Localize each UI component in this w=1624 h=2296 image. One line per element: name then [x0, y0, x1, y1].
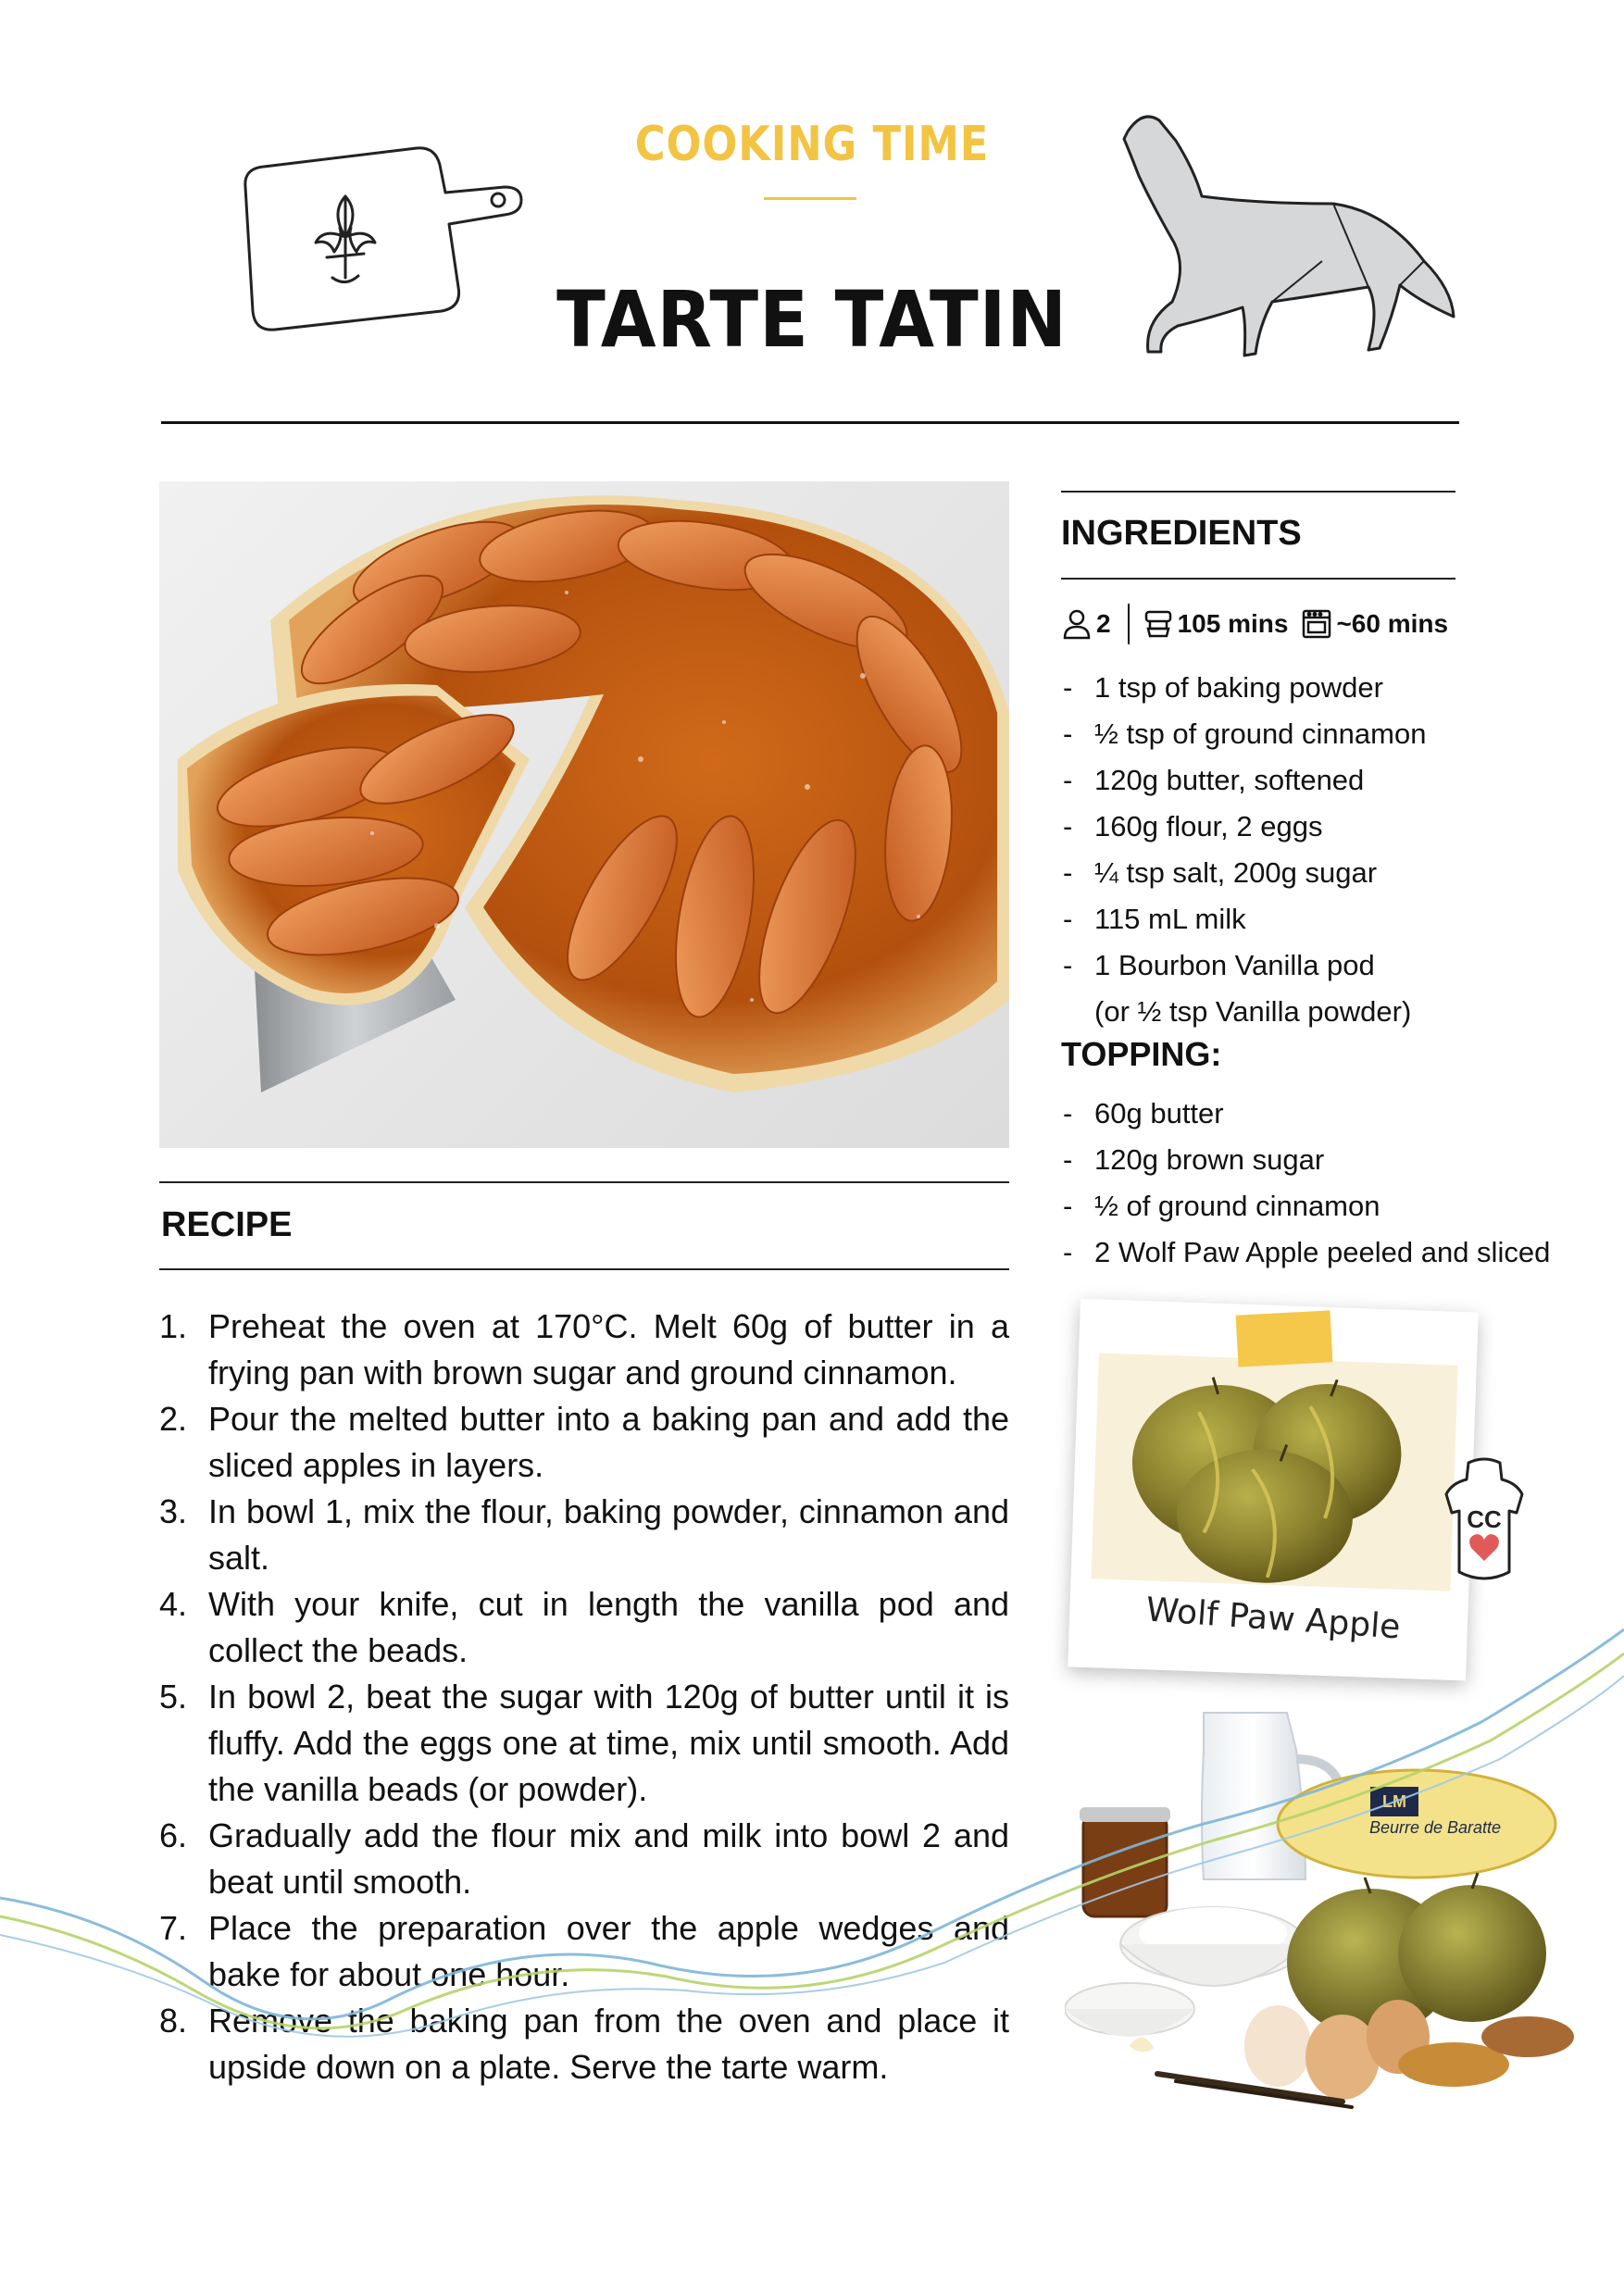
topping-list	[1063, 1091, 1618, 1276]
apple-photo	[1092, 1353, 1458, 1591]
recipe-bottom-rule	[159, 1268, 1009, 1270]
ingredient-item: - 160g flour, 2 eggs	[1063, 810, 1323, 842]
butter-brand: LM	[1382, 1792, 1406, 1811]
step-number: 8.	[159, 2002, 188, 2040]
recipe-step	[159, 1489, 1009, 1581]
tape-strip	[1236, 1310, 1333, 1366]
recipe-meta	[1061, 602, 1461, 646]
ingredient-item-note: (or ½ tsp Vanilla powder)	[1094, 995, 1412, 1028]
header-divider	[161, 421, 1459, 424]
ingredient-item: - 1 Bourbon Vanilla pod	[1063, 949, 1375, 981]
topping-item: - ½ of ground cinnamon	[1063, 1190, 1380, 1222]
polaroid-caption: Wolf Paw Apple	[1144, 1591, 1402, 1647]
meta-separator	[1128, 604, 1130, 644]
butter-name: Beurre de Baratte	[1368, 1818, 1502, 1837]
step-text: With your knife, cut in length the vanilla pod and collect the beads.	[208, 1585, 1009, 1669]
recipe-step	[159, 1396, 1009, 1489]
step-text: Place the preparation over the apple wedges and bake for about one hour.	[208, 1909, 1009, 1993]
page-subtitle: COOKING TIME	[634, 117, 990, 172]
servings-value: 2	[1096, 609, 1111, 638]
mixer-icon	[1143, 608, 1174, 640]
step-number: 2.	[159, 1400, 188, 1438]
ingredient-item: - ½ tsp of ground cinnamon	[1063, 718, 1427, 750]
step-text: Preheat the oven at 170°C. Melt 60g of butter in a frying pan with brown sugar and ground cinnamon.	[208, 1307, 1009, 1391]
cook-time-value: ~60 mins	[1336, 609, 1449, 638]
recipe-step	[159, 1304, 1009, 1396]
ingredients-list	[1063, 665, 1618, 1035]
oven-icon	[1301, 608, 1332, 640]
step-number: 7.	[159, 1909, 188, 1947]
ingredients-heading: INGREDIENTS	[1061, 514, 1302, 553]
person-icon	[1061, 608, 1093, 640]
tarte-tatin-photo	[159, 481, 1009, 1148]
step-text: Pour the melted butter into a baking pan and add the sliced apples in layers.	[208, 1400, 1009, 1484]
step-number: 3.	[159, 1492, 188, 1530]
recipe-top-rule	[159, 1181, 1009, 1183]
apron-text: CC	[1467, 1505, 1502, 1533]
topping-heading: TOPPING:	[1061, 1035, 1222, 1073]
subtitle-underline	[764, 197, 856, 200]
page-title: TARTE TATIN	[556, 274, 1068, 365]
wave-decoration	[0, 1611, 1624, 2129]
step-text: Gradually add the flour mix and milk into bowl 2 and beat until smooth.	[208, 1816, 1009, 1901]
step-text: In bowl 2, beat the sugar with 120g of butter until it is fluffy. Add the eggs one at time, mix until smooth. Add the vanilla beads (or powder).	[208, 1678, 1009, 1808]
step-text: Remove the baking pan from the oven and place it upside down on a plate. Serve the tarte warm.	[208, 2002, 1009, 2086]
step-number: 6.	[159, 1816, 188, 1854]
apron-icon	[1443, 1457, 1526, 1587]
ingredients-bottom-rule	[1061, 578, 1455, 580]
step-number: 5.	[159, 1678, 188, 1716]
topping-item: - 60g butter	[1063, 1097, 1224, 1129]
step-text: In bowl 1, mix the flour, baking powder, cinnamon and salt.	[208, 1492, 1009, 1577]
ingredients-top-rule	[1061, 491, 1455, 493]
ingredient-item: - ¼ tsp salt, 200g sugar	[1063, 856, 1378, 889]
ingredient-item: - 115 mL milk	[1063, 903, 1246, 935]
recipe-heading: RECIPE	[161, 1205, 293, 1244]
step-number: 4.	[159, 1585, 188, 1623]
ingredient-item: - 120g butter, softened	[1063, 764, 1365, 796]
step-number: 1.	[159, 1307, 188, 1345]
topping-item: - 2 Wolf Paw Apple peeled and sliced	[1063, 1236, 1551, 1268]
topping-item: - 120g brown sugar	[1063, 1143, 1325, 1176]
ingredient-item: - 1 tsp of baking powder	[1063, 671, 1383, 704]
prep-time-value: 105 mins	[1177, 609, 1289, 638]
